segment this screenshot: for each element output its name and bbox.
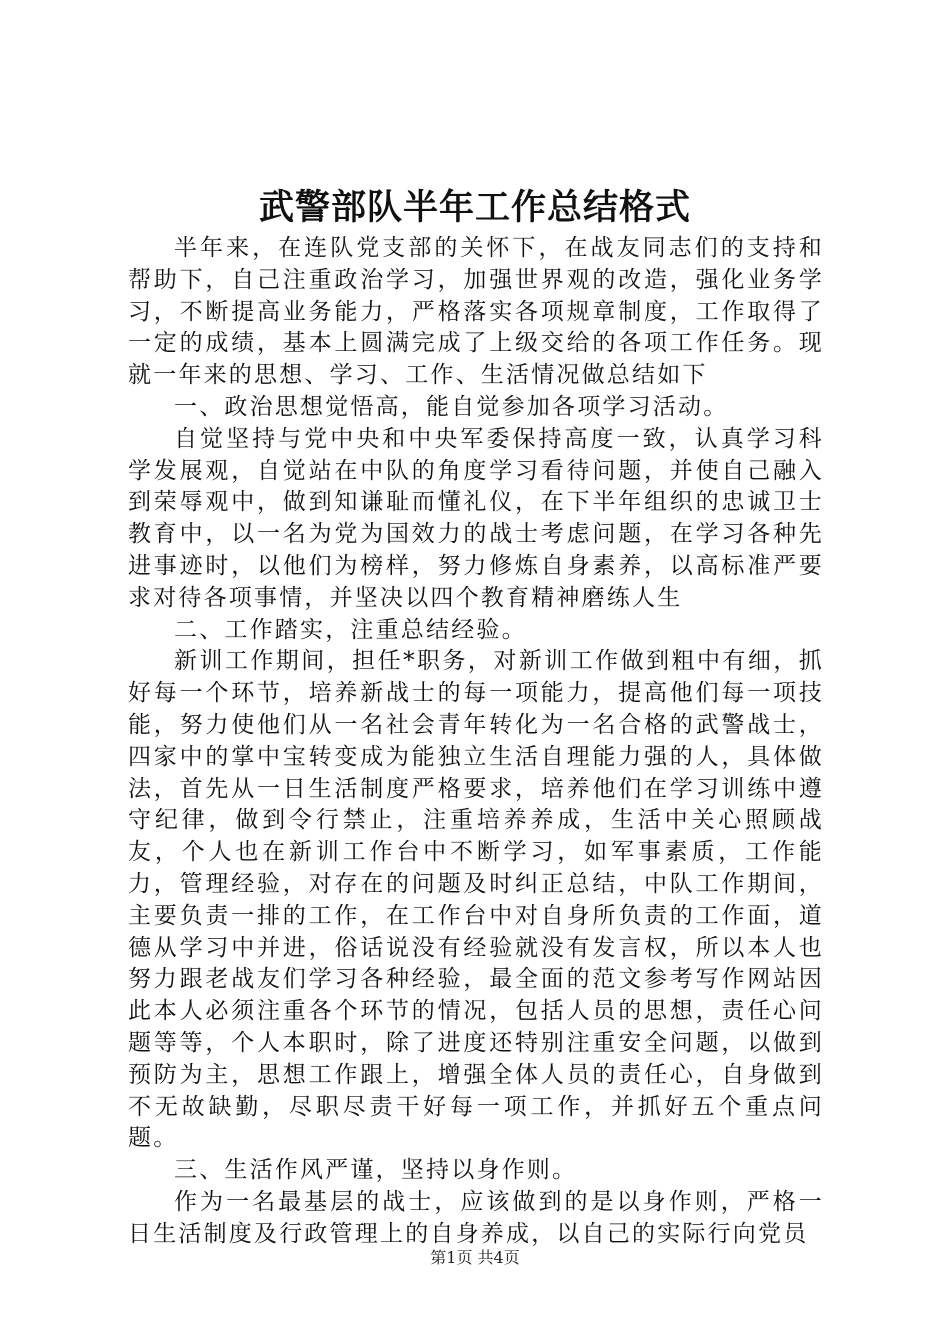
document-title: 武警部队半年工作总结格式 xyxy=(258,187,691,228)
section-heading-2: 二、工作踏实，注重总结经验。 xyxy=(174,616,527,643)
section-heading-3: 三、生活作风严谨，坚持以身作则。 xyxy=(174,1157,578,1184)
section-heading-1: 一、政治思想觉悟高，能自觉参加各项学习活动。 xyxy=(174,393,729,420)
paragraph-section-2: 新训工作期间，担任*职务，对新训工作做到粗中有细，抓好每一个环节，培养新战士的每一项能力，提高他们每一项技能，努力使他们从一名社会青年转化为一名合格的武警战士，四家中的掌中宝转变成为能独立生活自理能力强的人，具体做法，首先从一日生活制度严格要求，培养他们在学习训练中遵守纪律，做到令行禁止，注重培养养成，生活中关心照顾战友，个人也在新训工作台中不断学习，如军事素质，工作能力，管理经验，对存在的问题及时纠正总结，中队工作期间，主要负责一排的工作，在工作台中对自身所负责的工作面，道德从学习中并进，俗话说没有经验就没有发言权，所以本人也努力跟老战友们学习各种经验，最全面的范文参考写作网站因此本人必须注重各个环节的情况，包括人员的思想，责任心问题等等，个人本职时，除了进度还特别注重安全问题，以做到预防为主，思想工作跟上，增强全体人员的责任心，自身做到不无故缺勤，尽职尽责干好每一项工作，并抓好五个重点问题。 xyxy=(128,648,824,1152)
paragraph-section-3: 作为一名最基层的战士，应该做到的是以身作则，严格一日生活制度及行政管理上的自身养成，以自己的实际行向党员 xyxy=(128,1188,824,1247)
document-body xyxy=(128,233,824,1251)
page-footer: 第1页 共4页 xyxy=(430,1248,520,1267)
paragraph-intro: 半年来，在连队党支部的关怀下，在战友同志们的支持和帮助下，自己注重政治学习，加强世界观的改造，强化业务学习，不断提高业务能力，严格落实各项规章制度，工作取得了一定的成绩，基本上圆满完成了上级交给的各项工作任务。现就一年来的思想、学习、工作、生活情况做总结如下 xyxy=(128,235,824,389)
paragraph-section-1: 自觉坚持与党中央和中央军委保持高度一致，认真学习科学发展观，自觉站在中队的角度学习看待问题，并使自己融入到荣辱观中，做到知谦耻而懂礼仪，在下半年组织的忠诚卫士教育中，以一名为党为国效力的战士考虑问题，在学习各种先进事迹时，以他们为榜样，努力修炼自身素养，以高标准严要求对待各项事情，并坚决以四个教育精神磨练人生 xyxy=(128,425,824,611)
